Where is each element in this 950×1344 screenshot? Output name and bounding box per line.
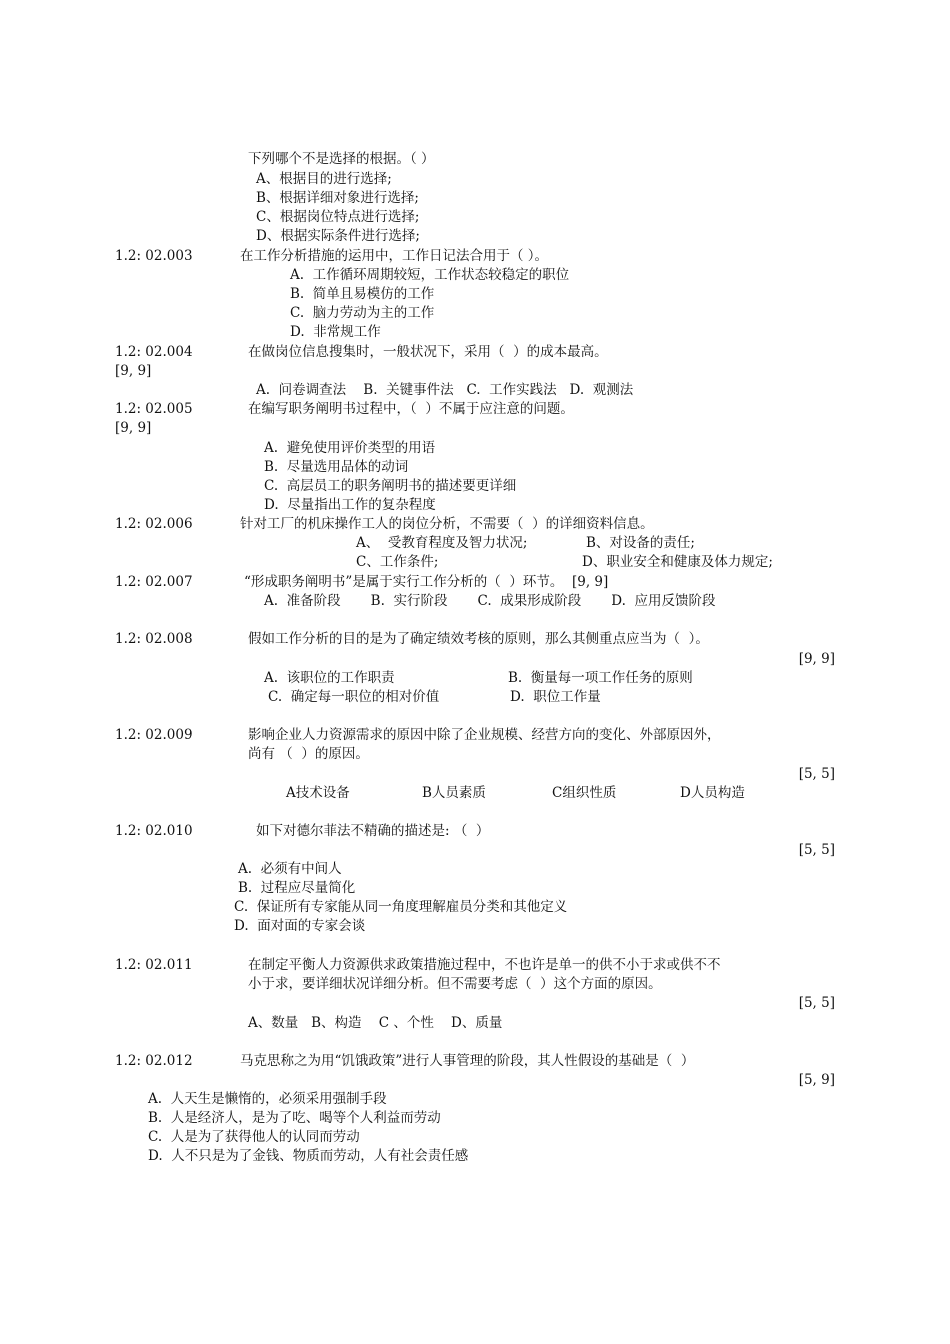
question-stem: 如下对德尔菲法不精确的描述是: （ ） [256,823,490,839]
option-c: C、工作条件; [356,554,439,570]
option-a: A. 必须有中间人 [238,861,342,877]
option-a: A、根据目的进行选择; [256,171,392,187]
options-line: A. 问卷调查法 B. 关键事件法 C. 工作实践法 D. 观测法 [256,382,634,398]
option-c: C. 保证所有专家能从同一角度理解雇员分类和其他定义 [234,899,568,915]
option-b: B. 尽量选用品体的动词 [264,459,409,475]
option-b: B. 过程应尽量简化 [238,880,356,896]
option-d: D. 职位工作量 [510,689,601,705]
question-stem: 下列哪个不是选择的根据。（ ） [248,151,435,167]
score: [5, 5] [798,995,835,1011]
options-line: A. 准备阶段 B. 实行阶段 C. 成果形成阶段 D. 应用反馈阶段 [264,593,716,609]
score: [5, 9] [798,1072,835,1088]
option-a: A. 人天生是懒惰的，必须采用强制手段 [148,1091,387,1107]
option-d: D. 尽量指出工作的复杂程度 [264,497,436,513]
option-b: B. 衡量每一项工作任务的原则 [508,670,693,686]
option-d: D. 非常规工作 [290,324,381,340]
option-d: D. 面对面的专家会谈 [234,918,366,934]
score: [9, 9] [115,420,152,436]
option-c: C. 高层员工的职务阐明书的描述要更详细 [264,478,517,494]
question-id: 1.2: 02.009 [115,727,193,743]
question-stem: 在工作分析措施的运用中，工作日记法合用于（ ）。 [240,248,549,264]
option-d: D. 人不只是为了金钱、物质而劳动，人有社会责任感 [148,1148,469,1164]
option-b: B. 简单且易模仿的工作 [290,286,435,302]
question-stem-line2: 尚有 （ ）的原因。 [248,746,369,762]
option-d: D人员构造 [680,785,745,801]
option-b: B、根据详细对象进行选择; [256,190,419,206]
question-id: 1.2: 02.010 [115,823,193,839]
option-c: C. 脑力劳动为主的工作 [290,305,435,321]
score: [9, 9] [798,651,835,667]
question-stem-line1: 在制定平衡人力资源供求政策措施过程中，不也许是单一的供不小于求或供不不 [248,957,721,973]
options-line: A、数量 B、构造 C 、个性 D、质量 [248,1015,503,1031]
option-b: B. 人是经济人，是为了吃、喝等个人利益而劳动 [148,1110,441,1126]
question-stem: 马克思称之为用“饥饿政策”进行人事管理的阶段，其人性假设的基础是（ ） [240,1053,695,1069]
question-id: 1.2: 02.007 [115,574,193,590]
question-stem-line1: 影响企业人力资源需求的原因中除了企业规模、经营方向的变化、外部原因外， [248,727,721,743]
question-stem: 在编写职务阐明书过程中，（ ）不属于应注意的问题。 [248,401,574,417]
score: [9, 9] [115,363,152,379]
question-stem: 针对工厂的机床操作工人的岗位分析，不需要（ ）的详细资料信息。 [240,516,654,532]
option-a: A. 避免使用评价类型的用语 [264,440,436,456]
option-a: A、 受教育程度及智力状况; [356,535,528,551]
question-stem: 假如工作分析的目的是为了确定绩效考核的原则，那么其侧重点应当为（ ）。 [248,631,709,647]
question-id: 1.2: 02.008 [115,631,193,647]
question-id: 1.2: 02.006 [115,516,193,532]
score: [5, 5] [798,842,835,858]
option-a: A技术设备 [286,785,350,801]
option-c: C、根据岗位特点进行选择; [256,209,420,225]
question-id: 1.2: 02.011 [115,957,193,973]
option-c: C. 确定每一职位的相对价值 [268,689,440,705]
option-a: A. 该职位的工作职责 [264,670,395,686]
option-d: D、职业安全和健康及体力规定; [582,554,773,570]
question-stem: “形成职务阐明书”是属于实行工作分析的（ ）环节。 [9, 9] [244,574,609,590]
option-d: D、根据实际条件进行选择; [256,228,420,244]
option-a: A. 工作循环周期较短，工作状态较稳定的职位 [290,267,570,283]
question-id: 1.2: 02.012 [115,1053,193,1069]
score: [5, 5] [798,766,835,782]
option-c: C组织性质 [552,785,617,801]
option-c: C. 人是为了获得他人的认同而劳动 [148,1129,360,1145]
option-b: B、对设备的责任; [586,535,695,551]
question-id: 1.2: 02.005 [115,401,193,417]
option-b: B人员素质 [422,785,486,801]
question-stem-line2: 小于求，要详细状况详细分析。但不需要考虑（ ）这个方面的原因。 [248,976,662,992]
question-id: 1.2: 02.003 [115,248,193,264]
question-stem: 在做岗位信息搜集时，一般状况下，采用（ ）的成本最高。 [248,344,608,360]
question-id: 1.2: 02.004 [115,344,193,360]
